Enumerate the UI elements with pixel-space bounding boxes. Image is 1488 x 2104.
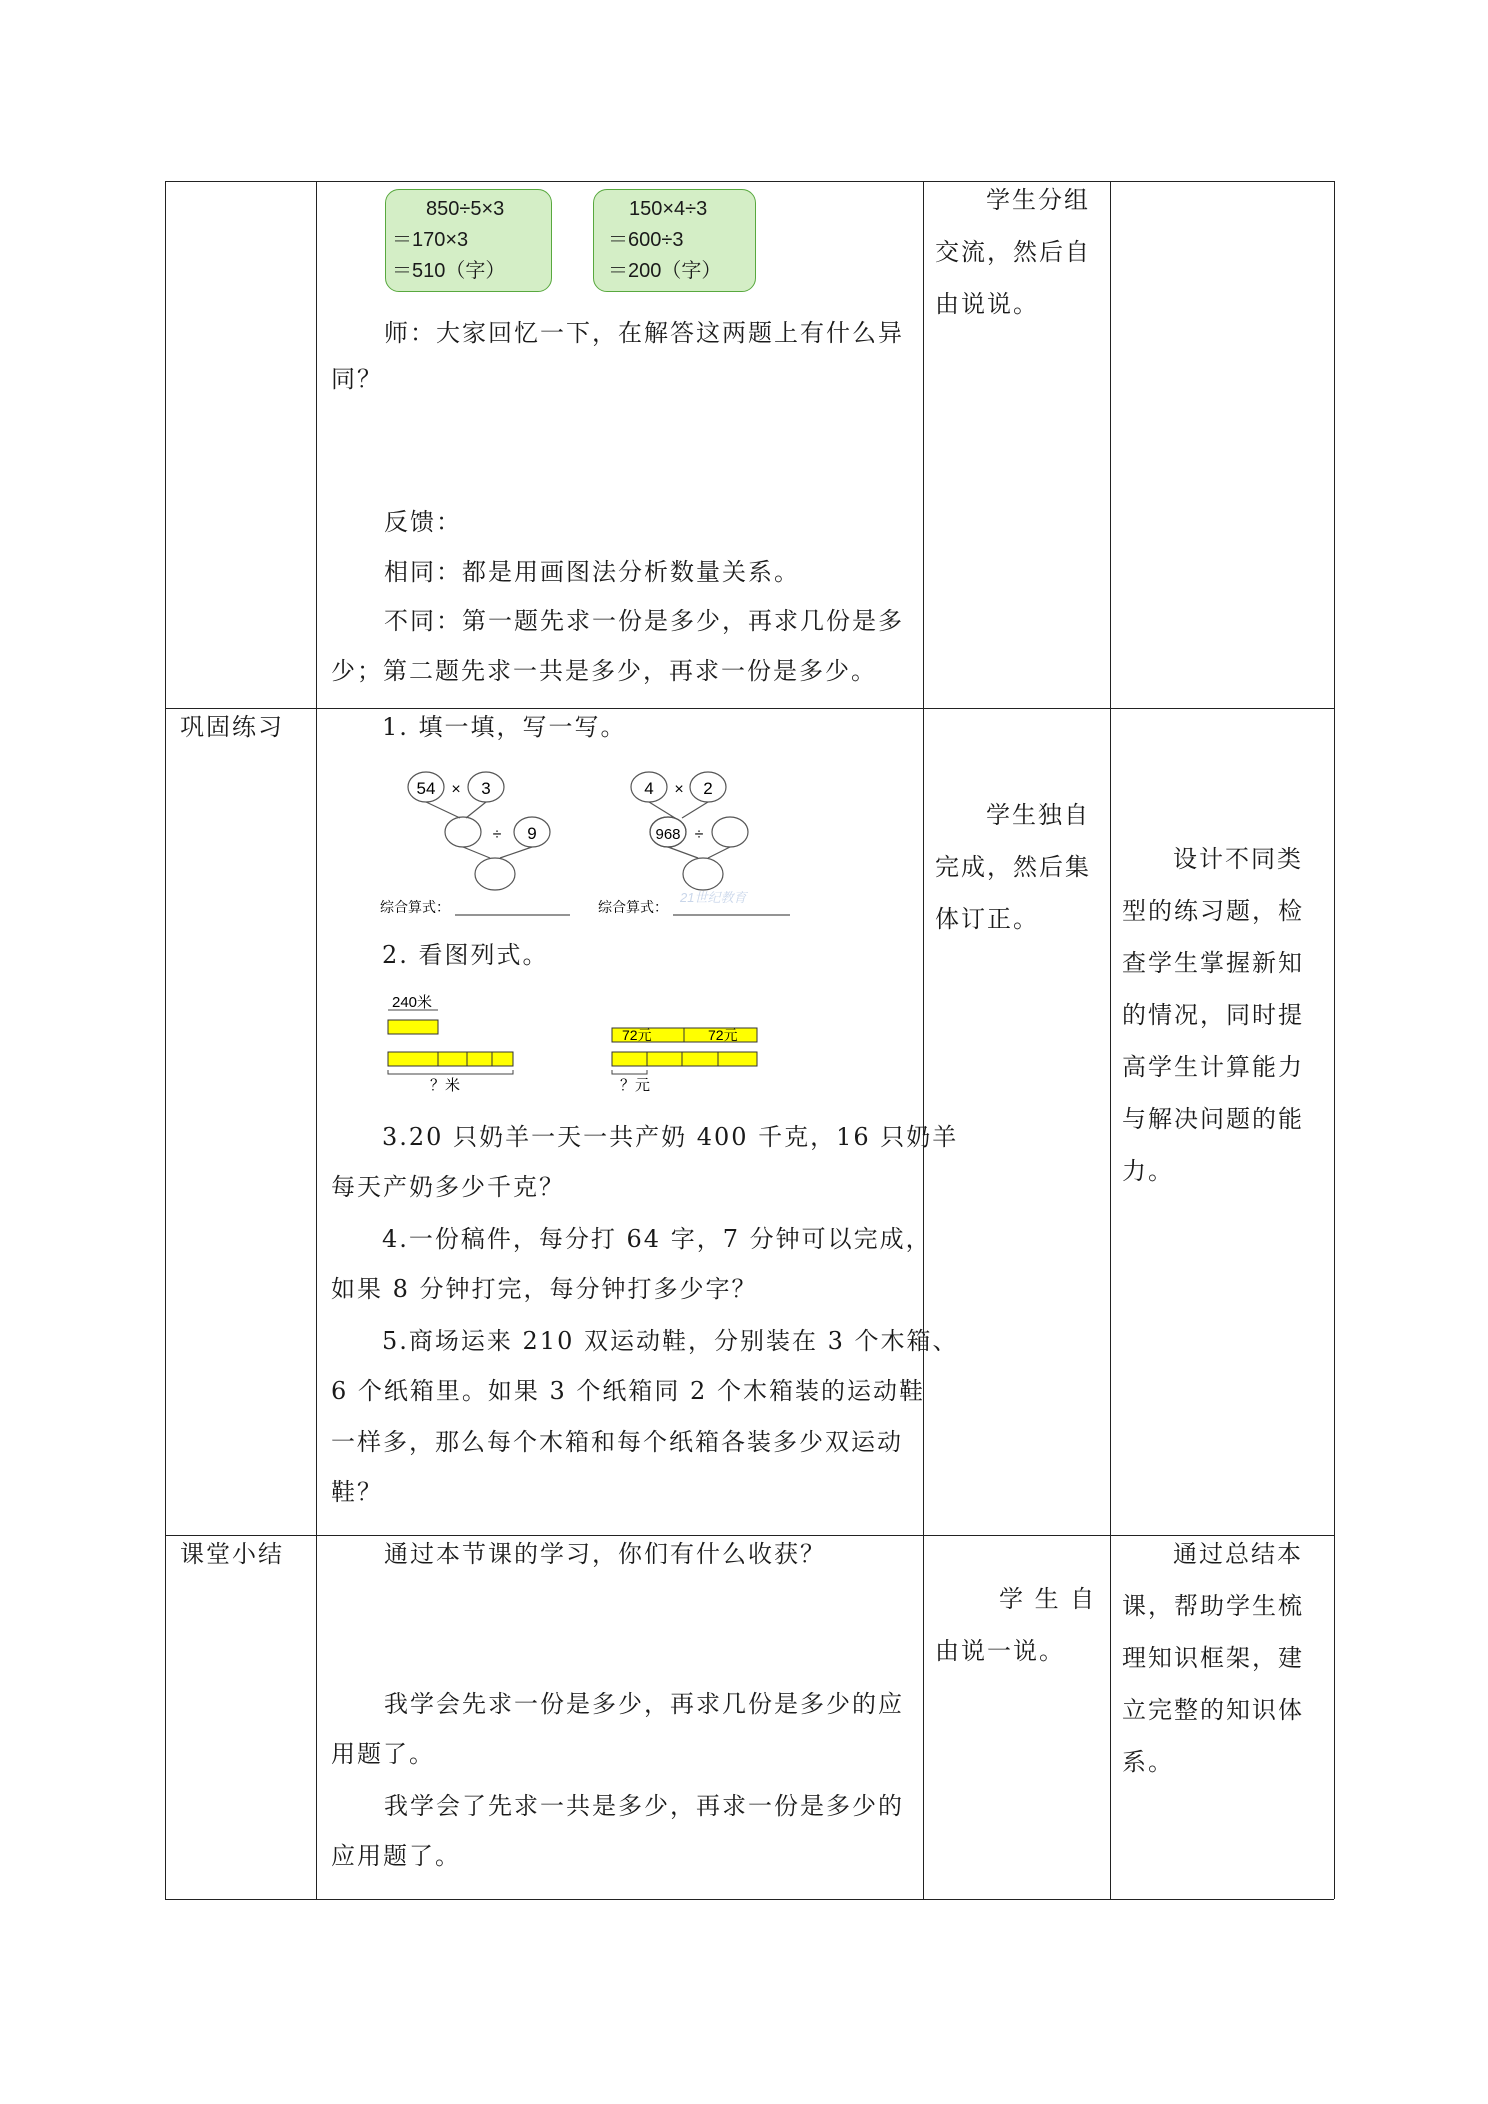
yellow-bar bbox=[388, 1052, 513, 1066]
segment-label: 72元 bbox=[708, 1027, 738, 1043]
column-divider-2 bbox=[923, 181, 924, 1899]
apple-number: 3 bbox=[481, 779, 491, 798]
feedback-label: 反馈： bbox=[384, 508, 462, 536]
design-intent-3: 系。 bbox=[1122, 1748, 1174, 1776]
design-intent-2: 查学生掌握新知 bbox=[1122, 949, 1304, 977]
solution-box-2 bbox=[593, 189, 756, 292]
design-intent-3: 课，帮助学生梳 bbox=[1122, 1592, 1304, 1620]
formula-label: 综合算式： bbox=[598, 899, 668, 915]
apple-number: 54 bbox=[416, 779, 436, 798]
student-activity-2: 体订正。 bbox=[935, 905, 1039, 933]
exercise-4-cont: 如果 8 分钟打完，每分钟打多少字？ bbox=[331, 1275, 758, 1303]
student-activity-3: 学 生 自 bbox=[999, 1585, 1097, 1613]
summary-answer-1-cont: 用题了。 bbox=[331, 1740, 435, 1768]
teacher-question: 师：大家回忆一下，在解答这两题上有什么异 bbox=[384, 319, 904, 347]
summary-answer-2-cont: 应用题了。 bbox=[331, 1842, 461, 1870]
operator-sign: × bbox=[674, 781, 684, 798]
design-intent-3: 立完整的知识体 bbox=[1122, 1696, 1304, 1724]
table-top-border bbox=[165, 181, 1334, 182]
summary-question: 通过本节课的学习，你们有什么收获？ bbox=[384, 1540, 826, 1568]
row-divider-2 bbox=[165, 1535, 1334, 1536]
summary-answer-1: 我学会先求一份是多少，再求几份是多少的应 bbox=[384, 1690, 904, 1718]
table-left-border bbox=[165, 181, 166, 1899]
apple-icon bbox=[683, 858, 723, 890]
feedback-same: 相同：都是用画图法分析数量关系。 bbox=[384, 558, 800, 586]
solution-line: 150×4÷3 bbox=[629, 198, 708, 220]
student-activity-1: 由说说。 bbox=[935, 290, 1039, 318]
student-activity-2: 完成，然后集 bbox=[935, 853, 1091, 881]
exercise-3: 3.20 只奶羊一天一共产奶 400 千克，16 只奶羊 bbox=[382, 1123, 959, 1151]
student-activity-2: 学生独自 bbox=[986, 801, 1090, 829]
line-segment-figure bbox=[380, 990, 780, 1100]
watermark: 21世纪教育 bbox=[680, 890, 747, 905]
design-intent-3: 通过总结本 bbox=[1173, 1540, 1303, 1568]
solution-line: ＝510（字） bbox=[392, 260, 506, 282]
student-activity-1: 学生分组 bbox=[986, 186, 1090, 214]
table-bottom-border bbox=[165, 1899, 1334, 1900]
exercise-5: 5.商场运来 210 双运动鞋，分别装在 3 个木箱、 bbox=[382, 1327, 959, 1355]
solution-line: ＝200（字） bbox=[608, 260, 722, 282]
segment-label: 240米 bbox=[392, 994, 433, 1011]
row-divider-1 bbox=[165, 708, 1334, 709]
apple-number: 968 bbox=[655, 826, 681, 843]
apple-icon bbox=[445, 817, 481, 847]
exercise-5-cont: 鞋？ bbox=[331, 1478, 383, 1506]
apple-number: 2 bbox=[703, 779, 713, 798]
apple-number: 9 bbox=[527, 824, 537, 843]
stage-label-summary: 课堂小结 bbox=[180, 1540, 284, 1568]
apple-number: 4 bbox=[644, 779, 654, 798]
exercise-5-cont: 6 个纸箱里。如果 3 个纸箱同 2 个木箱装的运动鞋 bbox=[331, 1377, 925, 1405]
exercise-2-title: 2. 看图列式。 bbox=[382, 941, 549, 969]
exercise-4: 4.一份稿件，每分打 64 字，7 分钟可以完成， bbox=[382, 1225, 932, 1253]
design-intent-2: 型的练习题，检 bbox=[1122, 897, 1304, 925]
segment-label: 72元 bbox=[622, 1027, 652, 1043]
feedback-diff: 不同：第一题先求一份是多少，再求几份是多 bbox=[384, 607, 904, 635]
design-intent-2: 力。 bbox=[1122, 1157, 1174, 1185]
design-intent-2: 与解决问题的能 bbox=[1122, 1105, 1304, 1133]
formula-label: 综合算式： bbox=[380, 899, 450, 915]
operator-sign: ÷ bbox=[694, 826, 704, 843]
stage-label-practice: 巩固练习 bbox=[180, 713, 284, 741]
solution-box-1 bbox=[385, 189, 552, 292]
column-divider-1 bbox=[316, 181, 317, 1899]
segment-label: ？米 bbox=[430, 1077, 461, 1094]
operator-sign: ÷ bbox=[492, 826, 502, 843]
design-intent-3: 理知识框架，建 bbox=[1122, 1644, 1304, 1672]
apple-icon bbox=[712, 817, 748, 847]
exercise-5-cont: 一样多，那么每个木箱和每个纸箱各装多少双运动 bbox=[331, 1428, 903, 1456]
design-intent-2: 的情况，同时提 bbox=[1122, 1001, 1304, 1029]
teacher-question-cont: 同？ bbox=[331, 365, 383, 393]
yellow-bar bbox=[612, 1052, 757, 1066]
apple-diagram-figure bbox=[370, 762, 820, 922]
exercise-3-cont: 每天产奶多少千克？ bbox=[331, 1173, 565, 1201]
yellow-bar bbox=[388, 1020, 438, 1034]
student-activity-1: 交流，然后自 bbox=[935, 238, 1091, 266]
design-intent-2: 设计不同类 bbox=[1173, 845, 1303, 873]
student-activity-3: 由说一说。 bbox=[935, 1637, 1065, 1665]
solution-line: ＝600÷3 bbox=[608, 229, 684, 251]
summary-answer-2: 我学会了先求一共是多少，再求一份是多少的 bbox=[384, 1792, 904, 1820]
feedback-diff-cont: 少；第二题先求一共是多少，再求一份是多少。 bbox=[331, 657, 877, 685]
segment-label: ？元 bbox=[620, 1077, 651, 1094]
table-right-border bbox=[1334, 181, 1335, 1899]
design-intent-2: 高学生计算能力 bbox=[1122, 1053, 1304, 1081]
solution-line: 850÷5×3 bbox=[426, 198, 505, 220]
operator-sign: × bbox=[451, 781, 461, 798]
exercise-1-title: 1. 填一填，写一写。 bbox=[382, 713, 627, 741]
column-divider-3 bbox=[1110, 181, 1111, 1899]
apple-icon bbox=[475, 858, 515, 890]
solution-line: ＝170×3 bbox=[392, 229, 469, 251]
